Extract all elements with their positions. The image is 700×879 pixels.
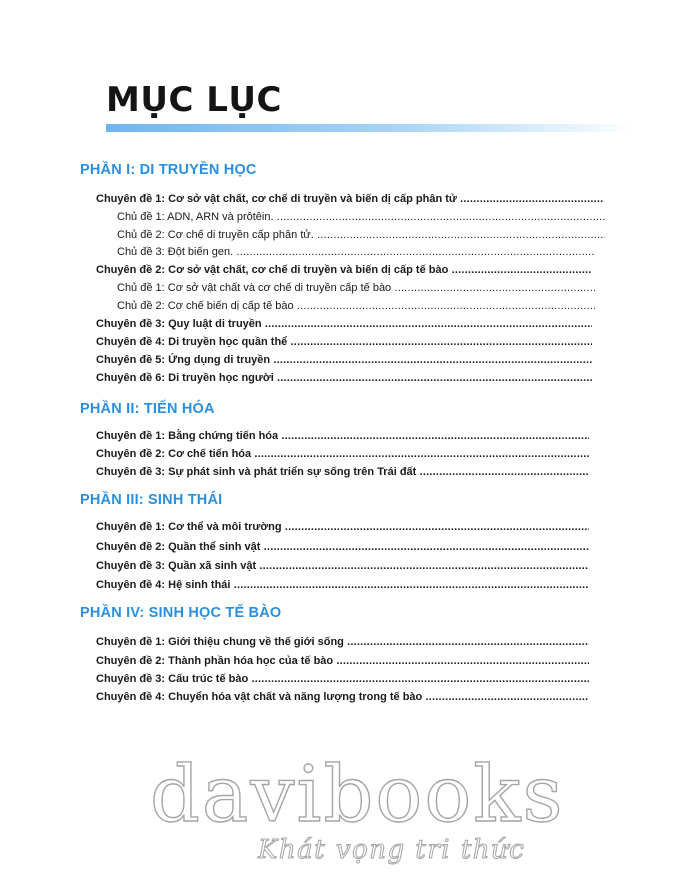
- toc-entry[interactable]: Chuyên đề 5: Ứng dụng di truyền .....: [96, 353, 592, 367]
- toc-entry[interactable]: Chủ đề 1: Cơ sở vật chất và cơ chế di truyền cấp tế bào .....: [117, 281, 595, 295]
- toc-entry[interactable]: Chuyên đề 1: Cơ thể và môi trường .....: [96, 520, 589, 534]
- page-title: MỤC LỤC: [106, 80, 282, 120]
- watermark-slogan: Khát vọng tri thức: [258, 835, 526, 865]
- toc-entry[interactable]: Chuyên đề 3: Cấu trúc tế bào .....: [96, 672, 589, 686]
- toc-entry[interactable]: Chuyên đề 1: Bằng chứng tiến hóa .....: [96, 429, 589, 443]
- watermark-brand: davibooks: [150, 750, 565, 840]
- part-heading: PHẦN IV: SINH HỌC TẾ BÀO: [80, 605, 282, 621]
- toc-entry[interactable]: Chuyên đề 3: Quy luật di truyền .....: [96, 317, 592, 331]
- toc-entry[interactable]: Chuyên đề 4: Hệ sinh thái .....: [96, 578, 589, 592]
- part-heading: PHẦN III: SINH THÁI: [80, 492, 223, 508]
- toc-entry[interactable]: Chuyên đề 3: Sự phát sinh và phát triển sự sống trên Trái đất .....: [96, 465, 589, 479]
- title-underline-bar: [106, 124, 636, 132]
- toc-entry[interactable]: Chuyên đề 2: Quần thể sinh vật .....: [96, 540, 589, 554]
- toc-entry[interactable]: Chuyên đề 4: Chuyển hóa vật chất và năng lượng trong tế bào .....: [96, 690, 589, 704]
- part-heading: PHẦN II: TIẾN HÓA: [80, 401, 215, 417]
- toc-entry[interactable]: Chuyên đề 2: Cơ sở vật chất, cơ chế di truyền và biến dị cấp tế bào .....: [96, 263, 591, 277]
- toc-entry[interactable]: Chuyên đề 6: Di truyền học người .....: [96, 371, 592, 385]
- toc-entry[interactable]: Chuyên đề 2: Cơ chế tiến hóa .....: [96, 447, 589, 461]
- toc-entry[interactable]: Chuyên đề 2: Thành phần hóa học của tế bào .....: [96, 654, 589, 668]
- toc-entry[interactable]: Chủ đề 1: ADN, ARN và prôtêin. .....: [117, 210, 605, 224]
- toc-entry[interactable]: Chủ đề 3: Đột biến gen. .....: [117, 245, 595, 259]
- toc-entry[interactable]: Chủ đề 2: Cơ chế di truyền cấp phân tử. .....: [117, 228, 605, 242]
- toc-entry[interactable]: Chủ đề 2: Cơ chế biến dị cấp tế bào .....: [117, 299, 595, 313]
- toc-entry[interactable]: Chuyên đề 1: Giới thiệu chung về thế giới sống .....: [96, 635, 589, 649]
- part-heading: PHẦN I: DI TRUYỀN HỌC: [80, 162, 257, 178]
- toc-entry[interactable]: Chuyên đề 3: Quần xã sinh vật .....: [96, 559, 589, 573]
- toc-entry[interactable]: Chuyên đề 4: Di truyền học quần thể .....: [96, 335, 592, 349]
- toc-entry[interactable]: Chuyên đề 1: Cơ sở vật chất, cơ chế di truyền và biến dị cấp phân tử .....: [96, 192, 603, 206]
